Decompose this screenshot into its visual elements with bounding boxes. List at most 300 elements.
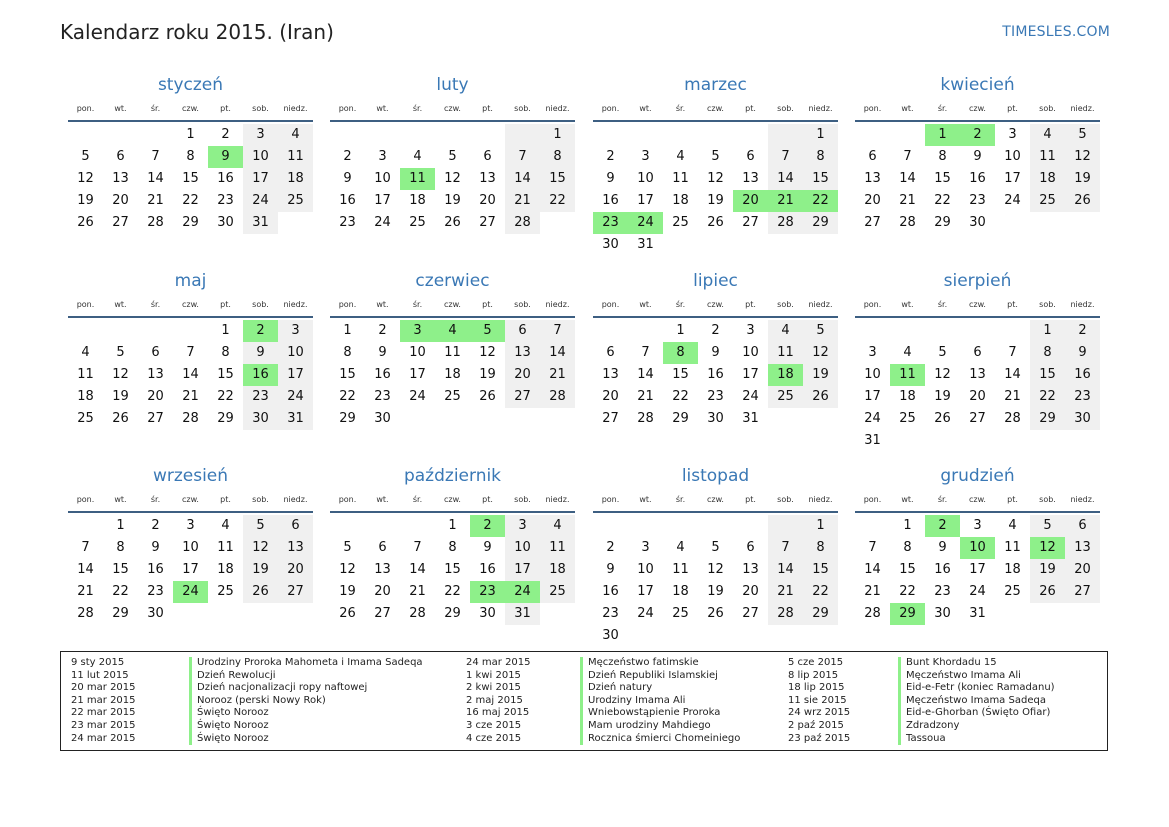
day-grid [593,124,838,256]
day-cell: 7 [186,345,195,360]
weekday-label: pt. [1007,300,1018,309]
weekday-label: niedz. [1070,300,1095,309]
weekday-label: pt. [220,300,231,309]
day-cell: 8 [1030,342,1065,364]
day-cell: 17 [409,367,426,382]
day-cell: 27 [112,215,129,230]
day-cell: 4 [768,320,803,342]
day-cell: 27 [742,215,759,230]
day-grid [855,515,1100,625]
day-cell: 18 [1030,168,1065,190]
day-cell: 25 [278,190,313,212]
day-cell: 12 [707,171,724,186]
weekday-label: niedz. [545,300,570,309]
empty-cell [768,515,803,537]
holiday-date: 5 cze 2015 [788,657,844,668]
weekday-label: czw. [182,104,199,113]
day-cell: 4 [278,124,313,146]
day-cell: 13 [147,367,164,382]
empty-cell [435,124,470,146]
weekday-label: pon. [601,300,620,309]
day-cell: 2 [343,149,352,164]
day-cell: 12 [77,171,94,186]
day-cell: 5 [343,540,352,555]
weekday-label: niedz. [545,495,570,504]
day-cell: 23 [243,386,278,408]
day-cell: 10 [1004,149,1021,164]
day-cell: 31 [505,603,540,625]
day-cell: 30 [147,606,164,621]
day-cell: 8 [116,540,125,555]
month-name: maj [174,271,207,291]
weekday-label: pt. [220,495,231,504]
weekday-label: czw. [444,104,461,113]
day-cell: 21 [1004,389,1021,404]
day-cell: 15 [339,367,356,382]
day-cell: 17 [374,193,391,208]
empty-cell [173,320,208,342]
divider [855,316,1100,318]
weekday-label: śr. [412,495,423,504]
holiday-day-cell: 23 [593,212,628,234]
empty-cell [698,124,733,146]
holiday-date: 1 kwi 2015 [466,669,521,681]
empty-cell [960,320,995,342]
day-cell: 23 [217,193,234,208]
day-cell: 16 [707,367,724,382]
day-cell: 3 [243,124,278,146]
day-cell: 1 [116,518,125,533]
empty-cell [628,515,663,537]
empty-cell [593,320,628,342]
day-cell: 27 [479,215,496,230]
weekday-label: pt. [745,300,756,309]
holiday-name: Męczeństwo fatimskie [580,657,699,670]
weekday-header [855,294,1100,316]
day-cell: 17 [243,168,278,190]
day-cell: 5 [448,149,457,164]
weekday-label: sob. [514,495,531,504]
day-cell: 30 [1065,408,1100,430]
weekday-label: wt. [901,495,914,504]
month-11 [855,463,1100,625]
weekday-label: niedz. [808,495,833,504]
day-cell: 15 [182,171,199,186]
day-cell: 30 [602,628,619,643]
empty-cell [470,124,505,146]
day-cell: 9 [973,149,982,164]
holiday-name: Zdradzony [898,720,959,733]
day-cell: 14 [768,559,803,581]
empty-cell [925,320,960,342]
day-cell: 7 [641,345,650,360]
day-cell: 12 [707,562,724,577]
day-cell: 20 [602,389,619,404]
weekday-header [330,98,575,120]
weekday-label: sob. [252,495,269,504]
day-cell: 30 [602,237,619,252]
weekday-label: niedz. [283,495,308,504]
day-cell: 26 [707,606,724,621]
holiday-day-cell: 2 [470,515,505,537]
day-cell: 14 [77,562,94,577]
day-cell: 28 [864,606,881,621]
empty-cell [628,320,663,342]
weekday-label: pon. [338,300,357,309]
holiday-name: Dzień nacjonalizacji ropy naftowej [189,682,367,695]
day-cell: 18 [77,389,94,404]
weekday-label: wt. [376,104,389,113]
weekday-label: czw. [444,495,461,504]
day-cell: 1 [343,323,352,338]
holiday-date: 11 lut 2015 [71,669,129,681]
day-cell: 21 [899,193,916,208]
day-cell: 17 [637,193,654,208]
day-cell: 28 [637,411,654,426]
day-cell: 6 [151,345,160,360]
day-cell: 12 [1065,146,1100,168]
empty-cell [890,124,925,146]
holiday-day-cell: 29 [890,603,925,625]
day-cell: 27 [1065,581,1100,603]
day-cell: 27 [278,581,313,603]
holiday-date: 23 paź 2015 [788,732,851,744]
weekday-label: czw. [707,495,724,504]
day-cell: 5 [1065,124,1100,146]
month-3 [855,72,1100,234]
day-cell: 6 [378,540,387,555]
month-name: kwiecień [940,75,1015,95]
empty-cell [365,124,400,146]
day-cell: 29 [217,411,234,426]
weekday-label: niedz. [545,104,570,113]
day-cell: 17 [742,367,759,382]
day-cell: 1 [676,323,685,338]
brand-link[interactable]: TIMESLES.COM [1002,24,1110,40]
weekday-label: pon. [601,495,620,504]
month-6 [593,268,838,430]
holiday-row [466,733,740,746]
day-cell: 12 [444,171,461,186]
day-cell: 26 [803,386,838,408]
day-cell: 19 [1030,559,1065,581]
day-cell: 19 [803,364,838,386]
day-cell: 19 [707,584,724,599]
month-4 [68,268,313,430]
day-cell: 15 [934,171,951,186]
holiday-day-cell: 24 [173,581,208,603]
day-cell: 28 [768,212,803,234]
holiday-row [71,657,423,670]
day-cell: 19 [707,193,724,208]
holiday-name: Eid-e-Ghorban (Święto Ofiar) [898,707,1050,720]
day-cell: 21 [409,584,426,599]
day-cell: 31 [243,212,278,234]
day-cell: 13 [742,171,759,186]
day-cell: 3 [378,149,387,164]
holiday-date: 18 lip 2015 [788,682,845,694]
empty-cell [698,515,733,537]
month-name: wrzesień [152,466,229,486]
day-cell: 20 [112,193,129,208]
holiday-date: 2 paź 2015 [788,719,844,731]
day-cell: 29 [1030,408,1065,430]
day-cell: 13 [864,171,881,186]
day-cell: 22 [217,389,234,404]
day-cell: 16 [1065,364,1100,386]
day-cell: 10 [505,537,540,559]
day-cell: 14 [182,367,199,382]
weekday-header [68,294,313,316]
empty-cell [663,124,698,146]
day-cell: 13 [742,562,759,577]
weekday-label: śr. [937,300,948,309]
holiday-day-cell: 3 [400,320,435,342]
empty-cell [768,124,803,146]
day-cell: 26 [1030,581,1065,603]
holiday-row [71,720,423,733]
day-grid [68,124,313,234]
holiday-date: 23 mar 2015 [71,719,136,731]
holiday-day-cell: 2 [243,320,278,342]
day-cell: 22 [934,193,951,208]
day-cell: 3 [278,320,313,342]
holiday-name: Rocznica śmierci Chomeiniego [580,733,740,746]
day-cell: 21 [864,584,881,599]
day-cell: 8 [448,540,457,555]
day-cell: 23 [602,606,619,621]
day-cell: 16 [934,562,951,577]
divider [68,316,313,318]
day-cell: 16 [602,193,619,208]
weekday-label: niedz. [1070,495,1095,504]
day-cell: 7 [413,540,422,555]
day-cell: 13 [505,342,540,364]
holiday-day-cell: 8 [663,342,698,364]
day-cell: 10 [864,367,881,382]
day-cell: 11 [672,562,689,577]
day-cell: 25 [444,389,461,404]
day-cell: 25 [768,386,803,408]
day-cell: 4 [903,345,912,360]
weekday-label: wt. [639,300,652,309]
weekday-label: sob. [514,300,531,309]
day-cell: 14 [540,342,575,364]
day-cell: 9 [483,540,492,555]
day-cell: 18 [1004,562,1021,577]
weekday-label: sob. [252,300,269,309]
day-cell: 23 [707,389,724,404]
holiday-name: Święto Norooz [189,720,269,733]
holiday-day-cell: 11 [400,168,435,190]
holiday-day-cell: 12 [1030,537,1065,559]
day-cell: 24 [374,215,391,230]
day-cell: 8 [938,149,947,164]
holiday-day-cell: 24 [505,581,540,603]
day-cell: 16 [374,367,391,382]
holiday-row [466,707,740,720]
day-cell: 23 [374,389,391,404]
day-cell: 16 [217,171,234,186]
day-cell: 1 [803,124,838,146]
day-cell: 28 [899,215,916,230]
day-cell: 28 [147,215,164,230]
weekday-label: pon. [863,495,882,504]
day-cell: 13 [112,171,129,186]
day-cell: 29 [803,212,838,234]
day-cell: 25 [77,411,94,426]
holiday-row [788,682,1055,695]
day-cell: 19 [77,193,94,208]
day-cell: 20 [1065,559,1100,581]
day-cell: 15 [803,168,838,190]
day-cell: 19 [1065,168,1100,190]
holiday-name: Męczeństwo Imama Sadeqa [898,695,1046,708]
holiday-row [466,695,740,708]
day-cell: 31 [969,606,986,621]
weekday-label: wt. [376,300,389,309]
day-cell: 31 [864,433,881,448]
weekday-label: pon. [76,495,95,504]
day-cell: 20 [278,559,313,581]
day-cell: 6 [746,149,755,164]
weekday-label: sob. [1039,495,1056,504]
day-cell: 31 [742,411,759,426]
day-cell: 26 [479,389,496,404]
day-cell: 19 [112,389,129,404]
day-cell: 1 [448,518,457,533]
holiday-row [71,707,423,720]
day-cell: 20 [479,193,496,208]
holiday-date: 22 mar 2015 [71,707,136,719]
day-cell: 11 [278,146,313,168]
holiday-name: Bunt Khordadu 15 [898,657,997,670]
day-cell: 7 [81,540,90,555]
day-cell: 27 [147,411,164,426]
day-cell: 5 [243,515,278,537]
divider [330,120,575,122]
day-cell: 30 [243,408,278,430]
empty-cell [733,515,768,537]
day-cell: 21 [637,389,654,404]
holiday-row [788,657,1055,670]
weekday-label: czw. [707,300,724,309]
day-cell: 30 [707,411,724,426]
day-cell: 23 [1065,386,1100,408]
day-cell: 30 [479,606,496,621]
holiday-name: Tassoua [898,733,946,746]
weekday-label: pon. [338,104,357,113]
day-cell: 23 [339,215,356,230]
page-title: Kalendarz roku 2015. (Iran) [60,20,334,44]
day-cell: 14 [768,168,803,190]
holiday-row [71,695,423,708]
day-cell: 22 [444,584,461,599]
weekday-header [855,98,1100,120]
day-cell: 28 [1004,411,1021,426]
day-cell: 24 [637,606,654,621]
weekday-label: pt. [220,104,231,113]
day-cell: 4 [81,345,90,360]
day-cell: 17 [505,559,540,581]
holiday-date: 2 maj 2015 [466,694,523,706]
day-cell: 14 [1004,367,1021,382]
day-cell: 24 [409,389,426,404]
month-8 [68,463,313,625]
holiday-day-cell: 21 [768,190,803,212]
weekday-label: czw. [707,104,724,113]
day-cell: 20 [505,364,540,386]
weekday-label: pon. [863,300,882,309]
empty-cell [103,124,138,146]
weekday-label: niedz. [808,300,833,309]
holiday-row [466,682,740,695]
day-cell: 15 [112,562,129,577]
weekday-label: sob. [514,104,531,113]
empty-cell [400,124,435,146]
holiday-name: Święto Norooz [189,707,269,720]
day-cell: 19 [934,389,951,404]
weekday-label: czw. [444,300,461,309]
divider [593,120,838,122]
day-cell: 14 [637,367,654,382]
weekday-label: śr. [150,300,161,309]
day-cell: 29 [339,411,356,426]
day-cell: 1 [221,323,230,338]
day-cell: 3 [641,149,650,164]
day-cell: 25 [409,215,426,230]
weekday-label: pon. [601,104,620,113]
day-cell: 9 [343,171,352,186]
holiday-day-cell: 11 [890,364,925,386]
day-cell: 11 [1030,146,1065,168]
day-cell: 6 [973,345,982,360]
divider [855,120,1100,122]
holiday-row [788,720,1055,733]
holiday-date: 2 kwi 2015 [466,682,521,694]
holiday-name: Norooz (perski Nowy Rok) [189,695,326,708]
day-cell: 9 [1065,342,1100,364]
holiday-day-cell: 2 [960,124,995,146]
day-cell: 21 [182,389,199,404]
day-cell: 21 [505,190,540,212]
holiday-name: Dzień Republiki Islamskiej [580,670,718,683]
holiday-date: 16 maj 2015 [466,707,530,719]
day-cell: 9 [938,540,947,555]
holiday-day-cell: 4 [435,320,470,342]
day-cell: 20 [969,389,986,404]
day-cell: 28 [182,411,199,426]
day-cell: 1 [186,127,195,142]
day-cell: 19 [243,559,278,581]
day-cell: 3 [973,518,982,533]
day-cell: 9 [606,562,615,577]
day-cell: 14 [147,171,164,186]
day-cell: 20 [374,584,391,599]
day-cell: 24 [278,386,313,408]
holiday-day-cell: 10 [960,537,995,559]
day-cell: 29 [672,411,689,426]
day-cell: 26 [112,411,129,426]
day-grid [68,515,313,625]
day-cell: 16 [147,562,164,577]
weekday-label: pt. [482,104,493,113]
day-cell: 7 [151,149,160,164]
day-cell: 6 [746,540,755,555]
day-cell: 18 [409,193,426,208]
day-cell: 15 [444,562,461,577]
weekday-label: śr. [675,300,686,309]
